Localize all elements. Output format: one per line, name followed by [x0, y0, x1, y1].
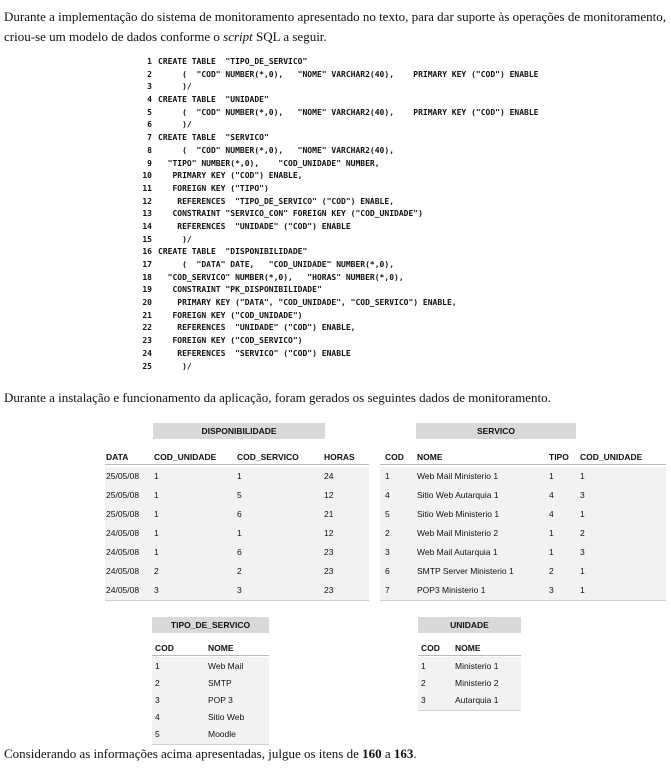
table-row — [380, 581, 666, 601]
sql-code: CREATE TABLE "DISPONIBILIDADE" — [158, 247, 308, 257]
sql-line-number: 3 — [147, 82, 152, 92]
table-cell: 21 — [324, 509, 334, 519]
table-cell: 1 — [154, 528, 159, 538]
sql-line — [139, 119, 659, 132]
sql-line-number: 9 — [147, 158, 152, 168]
table-cell: Moodle — [208, 729, 236, 739]
sql-line — [139, 132, 659, 145]
table-cell: Web Mail Ministerio 1 — [417, 471, 499, 481]
sql-line — [139, 310, 659, 323]
table-cell: 24 — [324, 471, 334, 481]
sql-code: ( "COD" NUMBER(*,0), "NOME" VARCHAR2(40), — [158, 145, 395, 155]
sql-code: CREATE TABLE "UNIDADE" — [158, 95, 269, 105]
table-cell: 3 — [421, 695, 426, 705]
closing-paragraph — [4, 744, 417, 764]
sql-code: REFERENCES "UNIDADE" ("COD") ENABLE — [158, 221, 351, 231]
sql-code: )/ — [158, 82, 192, 92]
sql-line-number: 5 — [147, 107, 152, 117]
table-cell: 1 — [580, 509, 585, 519]
sql-line — [139, 322, 659, 335]
table-cell: 23 — [324, 566, 334, 576]
sql-line-number: 8 — [147, 145, 152, 155]
table-cell: 3 — [549, 585, 554, 595]
intro-emphasis: script — [223, 29, 253, 44]
table-cell: 1 — [421, 661, 426, 671]
table-cell: 6 — [237, 547, 242, 557]
sql-line — [139, 208, 659, 221]
item-to: 163 — [393, 746, 414, 761]
table-header — [380, 450, 666, 465]
table-tipo-de-servico — [152, 617, 269, 739]
sql-line-number: 18 — [142, 272, 152, 282]
header-cell: COD_SERVICO — [237, 452, 299, 462]
table-row — [105, 505, 369, 525]
sql-line-number: 2 — [147, 69, 152, 79]
sql-code: )/ — [158, 361, 192, 371]
mid-paragraph: Durante a instalação e funcionamento da aplicação, foram gerados os seguintes dados de monitoramento. — [4, 390, 551, 405]
sql-line-number: 11 — [142, 183, 152, 193]
sql-line — [139, 94, 659, 107]
header-cell: DATA — [106, 452, 129, 462]
table-cell: 1 — [549, 547, 554, 557]
header-cell: TIPO — [549, 452, 569, 462]
sql-line — [139, 297, 659, 310]
table-cell: 1 — [154, 490, 159, 500]
header-cell: NOME — [455, 643, 481, 653]
table-title: DISPONIBILIDADE — [153, 423, 325, 439]
table-unidade — [418, 617, 521, 707]
sql-line-number: 20 — [142, 298, 152, 308]
closing-connector: a — [381, 746, 394, 761]
table-cell: Web Mail Autarquia 1 — [417, 547, 498, 557]
sql-line — [139, 234, 659, 247]
table-cell: 1 — [580, 585, 585, 595]
sql-script — [139, 56, 659, 373]
sql-line-number: 23 — [142, 336, 152, 346]
sql-code: ( "DATA" DATE, "COD_UNIDADE" NUMBER(*,0), — [158, 260, 395, 269]
table-cell: 23 — [324, 547, 334, 557]
sql-code: REFERENCES "SERVICO" ("COD") ENABLE — [158, 348, 351, 358]
table-row — [380, 562, 666, 582]
table-cell: 7 — [385, 585, 390, 595]
table-title: TIPO_DE_SERVICO — [152, 617, 269, 633]
intro-paragraph — [4, 7, 668, 47]
table-cell: 24/05/08 — [106, 566, 140, 576]
table-cell: 2 — [155, 678, 160, 688]
table-cell: 1 — [580, 471, 585, 481]
table-cell: 1 — [154, 509, 159, 519]
sql-line-number: 19 — [142, 285, 152, 295]
header-cell: COD — [155, 643, 174, 653]
table-cell: Web Mail Ministerio 2 — [417, 528, 499, 538]
sql-line — [139, 335, 659, 348]
table-cell: 25/05/08 — [106, 509, 140, 519]
table-row — [380, 543, 666, 563]
table-row — [105, 543, 369, 563]
table-cell: 1 — [154, 471, 159, 481]
intro-text: Durante a implementação do sistema de monitoramento apresentado no texto, para dar suporte às operações de monitoramento, criou-se um modelo de dados conforme o — [4, 9, 667, 44]
sql-line — [139, 272, 659, 285]
sql-line — [139, 69, 659, 82]
table-title: UNIDADE — [418, 617, 521, 633]
sql-code: CREATE TABLE "TIPO_DE_SERVICO" — [158, 57, 308, 66]
table-cell: 24/05/08 — [106, 547, 140, 557]
sql-code: CREATE TABLE "SERVICO" — [158, 133, 269, 143]
sql-line — [139, 145, 659, 158]
table-cell: 3 — [155, 695, 160, 705]
table-servico — [380, 423, 666, 597]
sql-code: "TIPO" NUMBER(*,0), "COD_UNIDADE" NUMBER, — [158, 158, 380, 168]
intro-text-end: SQL a seguir. — [252, 29, 327, 44]
sql-line — [139, 183, 659, 196]
table-cell: 3 — [385, 547, 390, 557]
sql-line — [139, 107, 659, 120]
table-title: SERVICO — [416, 423, 576, 439]
table-cell: 4 — [549, 490, 554, 500]
sql-line — [139, 158, 659, 171]
table-cell: 24/05/08 — [106, 585, 140, 595]
table-cell: Sitio Web — [208, 712, 245, 722]
sql-line-number: 16 — [142, 247, 152, 257]
table-cell: 4 — [549, 509, 554, 519]
table-cell: 1 — [385, 471, 390, 481]
closing-text: Considerando as informações acima apresentadas, julgue os itens de — [4, 746, 363, 761]
table-row — [105, 467, 369, 487]
sql-line — [139, 246, 659, 259]
sql-line-number: 21 — [142, 310, 152, 320]
table-cell: Ministerio 2 — [455, 678, 499, 688]
table-cell: 5 — [155, 729, 160, 739]
table-cell: 1 — [549, 471, 554, 481]
sql-line-number: 14 — [142, 221, 152, 231]
table-cell: 6 — [385, 566, 390, 576]
sql-code: )/ — [158, 234, 192, 244]
sql-line — [139, 284, 659, 297]
table-cell: 2 — [385, 528, 390, 538]
sql-line — [139, 259, 659, 272]
table-disponibilidade — [105, 423, 369, 597]
sql-line-number: 12 — [142, 196, 152, 206]
sql-line — [139, 56, 659, 69]
table-cell: 5 — [385, 509, 390, 519]
sql-code: ( "COD" NUMBER(*,0), "NOME" VARCHAR2(40), PRIMARY KEY ("COD") ENABLE — [158, 69, 539, 79]
header-cell: NOME — [417, 452, 443, 462]
table-cell: 1 — [155, 661, 160, 671]
sql-code: PRIMARY KEY ("COD") ENABLE, — [158, 171, 303, 181]
header-cell: NOME — [208, 643, 234, 653]
sql-code: CONSTRAINT "SERVICO_CON" FOREIGN KEY ("COD_UNIDADE") — [158, 209, 423, 219]
table-header — [152, 641, 269, 656]
sql-line-number: 15 — [142, 234, 152, 244]
table-cell: POP 3 — [208, 695, 233, 705]
sql-line — [139, 361, 659, 374]
table-cell: 1 — [154, 547, 159, 557]
header-cell: COD_UNIDADE — [580, 452, 643, 462]
table-row — [152, 725, 269, 745]
table-cell: Autarquia 1 — [455, 695, 499, 705]
table-cell: 1 — [237, 528, 242, 538]
table-cell: 2 — [154, 566, 159, 576]
sql-line-number: 6 — [147, 120, 152, 130]
table-row — [380, 505, 666, 525]
table-cell: 2 — [237, 566, 242, 576]
table-cell: 3 — [580, 547, 585, 557]
table-row — [380, 467, 666, 487]
sql-line-number: 24 — [142, 348, 152, 358]
sql-code: FOREIGN KEY ("COD_UNIDADE") — [158, 310, 303, 320]
sql-code: FOREIGN KEY ("COD_SERVICO") — [158, 336, 303, 346]
table-header — [105, 450, 369, 465]
sql-line — [139, 348, 659, 361]
table-cell: 2 — [580, 528, 585, 538]
table-cell: 3 — [154, 585, 159, 595]
sql-line-number: 7 — [147, 133, 152, 143]
table-cell: 25/05/08 — [106, 471, 140, 481]
table-cell: 1 — [549, 528, 554, 538]
table-row — [418, 691, 521, 711]
table-cell: 1 — [237, 471, 242, 481]
table-row — [105, 562, 369, 582]
closing-period: . — [413, 746, 417, 761]
table-row — [105, 486, 369, 506]
table-row — [380, 486, 666, 506]
sql-code: "COD_SERVICO" NUMBER(*,0), "HORAS" NUMBER(*,0), — [158, 272, 404, 282]
sql-line — [139, 221, 659, 234]
table-cell: 4 — [155, 712, 160, 722]
header-cell: HORAS — [324, 452, 355, 462]
table-cell: 6 — [237, 509, 242, 519]
header-cell: COD — [385, 452, 404, 462]
table-cell: 2 — [549, 566, 554, 576]
sql-line-number: 13 — [142, 209, 152, 219]
table-cell: 24/05/08 — [106, 528, 140, 538]
table-cell: Web Mail — [208, 661, 244, 671]
table-cell: 5 — [237, 490, 242, 500]
table-cell: SMTP — [208, 678, 232, 688]
sql-line-number: 10 — [142, 171, 152, 181]
sql-code: PRIMARY KEY ("DATA", "COD_UNIDADE", "COD_SERVICO") ENABLE, — [158, 298, 457, 308]
table-cell: 12 — [324, 490, 334, 500]
table-cell: 1 — [580, 566, 585, 576]
sql-code: FOREIGN KEY ("TIPO") — [158, 183, 269, 193]
table-row — [105, 524, 369, 544]
sql-code: REFERENCES "TIPO_DE_SERVICO" ("COD") ENABLE, — [158, 196, 395, 206]
table-cell: SMTP Server Ministerio 1 — [417, 566, 514, 576]
sql-line-number: 4 — [147, 95, 152, 105]
item-from: 160 — [362, 746, 382, 761]
sql-line-number: 1 — [147, 57, 152, 66]
table-cell: Ministerio 1 — [455, 661, 499, 671]
table-cell: 23 — [324, 585, 334, 595]
sql-line — [139, 196, 659, 209]
table-cell: 25/05/08 — [106, 490, 140, 500]
table-cell: 4 — [385, 490, 390, 500]
table-cell: POP3 Ministerio 1 — [417, 585, 486, 595]
table-cell: 2 — [421, 678, 426, 688]
sql-line — [139, 170, 659, 183]
table-cell: 12 — [324, 528, 334, 538]
sql-line-number: 25 — [142, 361, 152, 371]
sql-code: CONSTRAINT "PK_DISPONIBILIDADE" — [158, 285, 322, 295]
sql-code: REFERENCES "UNIDADE" ("COD") ENABLE, — [158, 323, 356, 333]
sql-code: ( "COD" NUMBER(*,0), "NOME" VARCHAR2(40), PRIMARY KEY ("COD") ENABLE — [158, 107, 539, 117]
table-cell: 3 — [237, 585, 242, 595]
header-cell: COD_UNIDADE — [154, 452, 217, 462]
table-cell: 3 — [580, 490, 585, 500]
header-cell: COD — [421, 643, 440, 653]
sql-line-number: 17 — [142, 260, 152, 269]
table-cell: Sitio Web Autarquia 1 — [417, 490, 499, 500]
table-cell: Sitio Web Ministerio 1 — [417, 509, 500, 519]
table-header — [418, 641, 521, 656]
table-row — [380, 524, 666, 544]
sql-code: )/ — [158, 120, 192, 130]
sql-line — [139, 81, 659, 94]
sql-line-number: 22 — [142, 323, 152, 333]
table-row — [105, 581, 369, 601]
